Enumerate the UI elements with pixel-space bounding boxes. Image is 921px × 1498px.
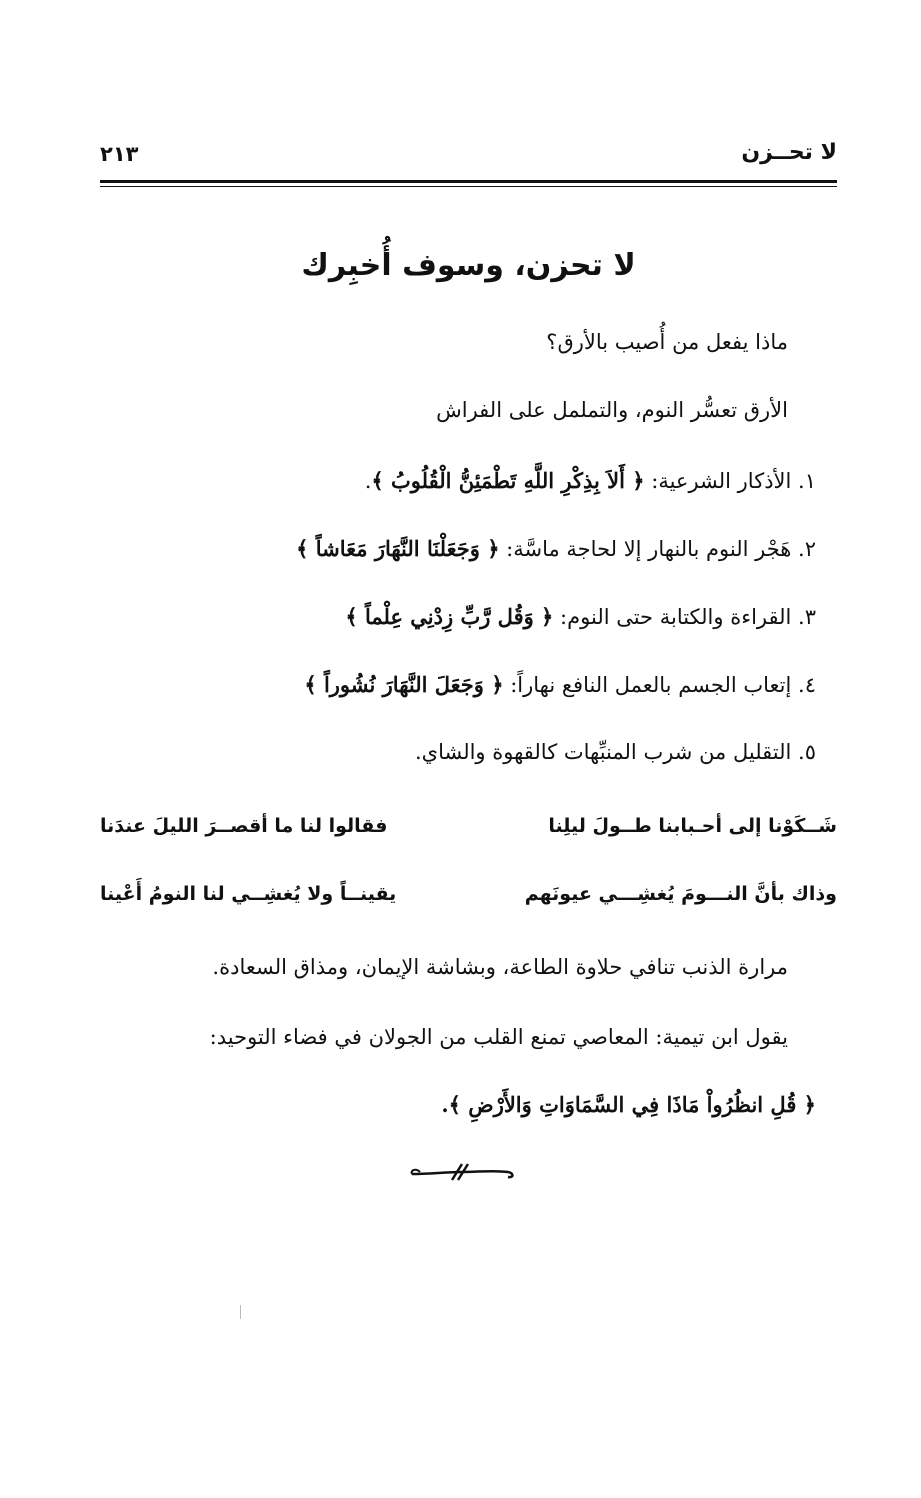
header-rule-thin: [100, 186, 837, 187]
verse-second-hemistich: يقينــاً ولا يُغشِــي لنا النومُ أَعْينا: [100, 883, 397, 905]
print-speck: [240, 1305, 241, 1319]
item-text: ٤. إتعاب الجسم بالعمل النافع نهاراً:: [503, 673, 816, 697]
list-item: [100, 468, 816, 493]
question-line: ماذا يفعل من أُصيب بالأرق؟: [546, 330, 788, 354]
sin-sentence: مرارة الذنب تنافي حلاوة الطاعة، وبشاشة الإيمان، ومذاق السعادة.: [212, 955, 788, 979]
final-quran-verse: ﴿ قُلِ انظُرُواْ مَاذَا فِي السَّمَاوَاتِ وَالأَرْضِ ﴾.: [441, 1092, 816, 1117]
poem-verse: [100, 815, 837, 851]
list-item: [100, 672, 816, 697]
item-tail: .: [364, 469, 372, 493]
ibn-taymiyyah-quote: يقول ابن تيمية: المعاصي تمنع القلب من الجولان في فضاء التوحيد:: [209, 1025, 788, 1049]
quran-quote: ﴿ وَجَعَلَ النَّهَارَ نُشُوراً ﴾: [304, 672, 504, 697]
verse-first-hemistich: شَــكَوْنا إلى أحـبابنا طــولَ ليلِنا: [548, 815, 837, 837]
page-number: ٢١٣: [100, 142, 139, 166]
chapter-title: لا تحزن، وسوف أُخبِرك: [301, 248, 636, 283]
item-text: ٣. القراءة والكتابة حتى النوم:: [553, 605, 816, 629]
quran-quote: ﴿ وَقُل رَّبِّ زِدْنِي عِلْماً ﴾: [345, 604, 554, 629]
item-text: ٥. التقليل من شرب المنبِّهات كالقهوة والشاي.: [414, 740, 816, 764]
ornament-divider-icon: [408, 1160, 518, 1184]
page-header: [100, 140, 837, 176]
item-text: ٢. هَجْر النوم بالنهار إلا لحاجة ماسَّة:: [499, 537, 816, 561]
verse-first-hemistich: وذاك بأنَّ النـــومَ يُغشِـــي عيونَهم: [524, 883, 837, 905]
list-item: [100, 536, 816, 561]
header-rule-thick: [100, 180, 837, 183]
list-item: [100, 604, 816, 629]
list-item: [100, 740, 816, 764]
quran-quote: ﴿ وَجَعَلْنَا النَّهَارَ مَعَاشاً ﴾: [296, 536, 500, 561]
definition-line: الأرق تعسُّر النوم، والتململ على الفراش: [436, 398, 788, 422]
verse-second-hemistich: فقالوا لنا ما أقصــرَ الليلَ عندَنا: [100, 815, 388, 837]
item-text: ١. الأذكار الشرعية:: [644, 469, 816, 493]
quran-quote: ﴿ أَلاَ بِذِكْرِ اللَّهِ تَطْمَئِنُّ الْقُلُوبُ ﴾: [371, 468, 645, 493]
running-title: لا تحــزن: [741, 140, 837, 165]
poem-verse: [100, 883, 837, 919]
